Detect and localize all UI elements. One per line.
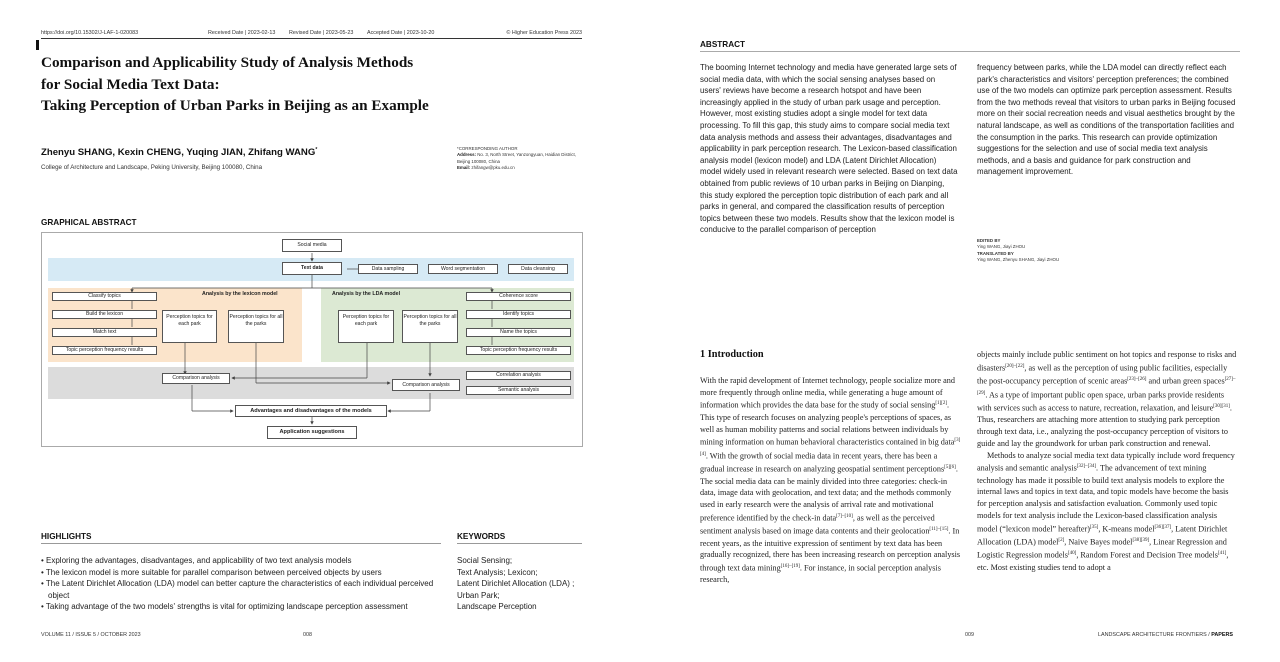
highlights-list — [41, 555, 446, 613]
address-label: Address: — [457, 152, 477, 158]
highlight-item: • The lexicon model is more suitable for parallel comparison between perceived objects by users — [41, 567, 382, 577]
footer-section: PAPERS — [1211, 632, 1233, 638]
authors: Zhenyu SHANG, Kexin CHENG, Yuqing JIAN, Zhifang WANG* — [41, 147, 318, 159]
revised-date: Revised Date | 2023-05-23 — [289, 30, 354, 36]
email-link[interactable]: zhifangw@pku.edu.cn — [471, 164, 515, 170]
identify-topics-box: Identify topics — [466, 310, 571, 319]
body-column-1: With the rapid development of Internet technology, people socialize more and more frequently through online media, while generating a huge amount of information which provides the data base for the study of social sensing[1][2]. This type of research focuses on analyzing people's perceptions of spaces, as well as human mobility patterns and social relations between individuals by mining information on human behavioral characteristics contained in big data[3][4]. With the growth of social media data in recent years, there has been a gradual increase in research on analyzing geospatial sentiment perceptions[5][6]. The social media data can be mainly divided into three categories: check-in data, image data with geolocation, and text data; and the methods commonly used in early research were the analysis of arrival rate and motivational preference identified by the check-in data[7]–[10], as well as the perceived sentiment analysis based on image data contents and their geolocation[11]–[15]. In recent years, as the intuitive expression of sentiment by text data has been gradually recognized, there has been increasing research on perception analysis through text data mining[16]–[19]. For instance, in social perception analysis research, — [700, 376, 961, 585]
highlight-item: • The Latent Dirichlet Allocation (LDA) model can better capture the characteristics of each individual perceived object — [41, 579, 434, 600]
lexicon-title: Analysis by the lexicon model — [202, 291, 278, 297]
footer-journal: LANDSCAPE ARCHITECTURE FRONTIERS / PAPERS — [1098, 632, 1233, 638]
translated-by-label: TRANSLATED BY — [977, 250, 1014, 256]
highlights-heading: HIGHLIGHTS — [41, 532, 92, 541]
affiliation: College of Architecture and Landscape, Peking University, Beijing 100080, China — [41, 164, 263, 171]
build-lexicon-box: Build the lexicon — [52, 310, 157, 319]
introduction-heading: 1 Introduction — [700, 349, 764, 360]
highlights-rule — [41, 543, 441, 544]
topic-frequency-lexicon-box: Topic perception frequency results — [52, 346, 157, 355]
body-paragraph: objects mainly include public sentiment on hot topics and response to risks and disasters[20]–[22], as well as the perception of using public facilities, especially the post-occupancy perception of scenic areas[23]–[26] and urban green spaces[27]–[29]. As a type of important public open space, urban parks provide residents with services such as access to nature, recreation, relaxation, and leisure[30][31]. Thus, researchers are attaching more attention to studying park perception through text data, i.e., analyzing the post-occupancy perception of visitors to guide and lay the groundwork for urban park construction and renewal. — [977, 350, 1237, 448]
keyword-item: Latent Dirichlet Allocation (LDA) ; — [457, 579, 575, 589]
graphical-abstract-heading: GRAPHICAL ABSTRACT — [41, 218, 137, 227]
email-label: Email: — [457, 164, 471, 170]
word-segmentation-box: Word segmentation — [428, 264, 498, 274]
keywords-rule — [457, 543, 582, 544]
abstract-rule — [700, 51, 1240, 52]
highlight-item: • Exploring the advantages, disadvantages, and applicability of two text analysis models — [41, 556, 352, 565]
coherence-score-box: Coherence score — [466, 292, 571, 301]
perception-each-park-lda-box: Perception topics for each park — [338, 310, 394, 343]
corresponding-author — [457, 146, 582, 171]
title-line-3: Taking Perception of Urban Parks in Beijing as an Example — [41, 97, 429, 114]
keyword-item: Landscape Perception — [457, 602, 537, 612]
copyright: © Higher Education Press 2023 — [506, 30, 582, 36]
lda-title: Analysis by the LDA model — [332, 291, 401, 297]
header-rule — [41, 38, 582, 39]
classify-topics-box: Classify topics — [52, 292, 157, 301]
received-date: Received Date | 2023-02-13 — [208, 30, 276, 36]
title-marker — [36, 40, 39, 50]
social-media-box: Social media — [282, 239, 342, 252]
comparison-analysis-box-2: Comparison analysis — [392, 379, 460, 391]
body-paragraph: Methods to analyze social media text data typically include word frequency analysis and semantic analysis[32]–[34]. The advancement of text mining technology has made it possible to build text analysis models to explore the internal laws and topics in text data, and topic models have become the basis for perception analysis and satisfaction evaluation. Commonly used topic models for text analysis include the Lexicon-based classification analysis model (“lexicon model” hereafter)[35], K-means model[36][37], Latent Dirichlet Allocation (LDA) model[2], Naive Bayes model[38][39], Linear Regression and Logistic Regression models[40], Random Forest and Decision Tree models[41], etc. Most existing studies tend to adopt a — [977, 450, 1235, 572]
translated-by: Ying WANG, Zhenyu SHANG, Jiayi ZHOU — [977, 256, 1060, 262]
perception-each-park-lexicon-box: Perception topics for each park — [162, 310, 217, 343]
editors-block — [977, 238, 1177, 263]
application-suggestions-box: Application suggestions — [267, 426, 357, 439]
graphical-abstract — [41, 232, 583, 447]
abstract-column-1: The booming Internet technology and media have generated large sets of social media data, with which the social sensing analyses based on users' reviews have become a research hotspot and have been increasingly applied in the study of urban park usage and perception. However, most existing studies adopt a single model for text data processing. To fill this gap, this study aims to compare social media text data analysis methods and assess their advantages, disadvantages and applicability in park perception research. The Lexicon-based classification analysis model (lexicon model) and LDA (Latent Dirichlet Allocation) model widely used in relevant research were selected. Based on text data obtained from public reviews of 10 urban parks in Beijing on Dianping, this study explored the perception topic distribution of each park and all parks in general, and compared the classification results of perception topics between these two models. Results show that the lexicon model is conducive to the parallel comparison of perception — [700, 63, 958, 235]
footer-volume: VOLUME 11 / ISSUE 5 / OCTOBER 2023 — [41, 632, 141, 638]
perception-all-parks-lexicon-box: Perception topics for all the parks — [228, 310, 284, 343]
correlation-analysis-box: Correlation analysis — [466, 371, 571, 380]
topic-frequency-lda-box: Topic perception frequency results — [466, 346, 571, 355]
title-line-2: for Social Media Text Data: — [41, 76, 220, 93]
perception-all-parks-lda-box: Perception topics for all the parks — [402, 310, 458, 343]
highlight-item: • Taking advantage of the two models' strengths is vital for optimizing landscape perception assessment — [41, 602, 408, 612]
keywords-list — [457, 555, 574, 613]
semantic-analysis-box: Semantic analysis — [466, 386, 571, 395]
keyword-item: Urban Park; — [457, 590, 500, 600]
edited-by-label: EDITED BY — [977, 238, 1001, 243]
corr-label: *CORRESPONDING AUTHOR — [457, 146, 518, 151]
keyword-item: Social Sensing; — [457, 556, 513, 565]
abstract-column-2: frequency between parks, while the LDA model can directly reflect each park's characteristics and visitors' perception preferences; the combined use of the two models can optimize park perception assessment. Results from the two methods reveal that visitors to urban parks in Beijing focused more on their social recreation needs and visual aesthetics brought by the natural landscape, as well as conditions of the transportation facilities and the consumption in the parks. This research can provide optimization suggestions for the selection and use of social media text analysis methods, and a basis and guidance for park construction and management improvement. — [977, 63, 1236, 177]
title-line-1: Comparison and Applicability Study of Analysis Methods — [41, 54, 414, 71]
page-number-left: 008 — [303, 632, 312, 638]
address: No. 3, North Street, Yanzongyuan, Haidian District, Beijing 100080, China — [457, 152, 576, 164]
body-column-2 — [977, 349, 1239, 574]
text-data-box: Text data — [282, 262, 342, 275]
name-topics-box: Name the topics — [466, 328, 571, 337]
keyword-item: Text Analysis; Lexicon; — [457, 567, 538, 577]
data-sampling-box: Data sampling — [358, 264, 418, 274]
comparison-analysis-box-1: Comparison analysis — [162, 373, 230, 384]
accepted-date: Accepted Date | 2023-10-20 — [367, 30, 435, 36]
keywords-heading: KEYWORDS — [457, 532, 506, 541]
data-cleansing-box: Data cleansing — [508, 264, 568, 274]
match-text-box: Match text — [52, 328, 157, 337]
advantages-box: Advantages and disadvantages of the models — [235, 405, 387, 417]
abstract-heading: ABSTRACT — [700, 40, 746, 49]
page-number-right: 009 — [965, 632, 974, 638]
doi-link[interactable]: https://doi.org/10.15302/J-LAF-1-020083 — [41, 30, 139, 36]
edited-by: Ying WANG, Jiayi ZHOU — [977, 244, 1026, 250]
